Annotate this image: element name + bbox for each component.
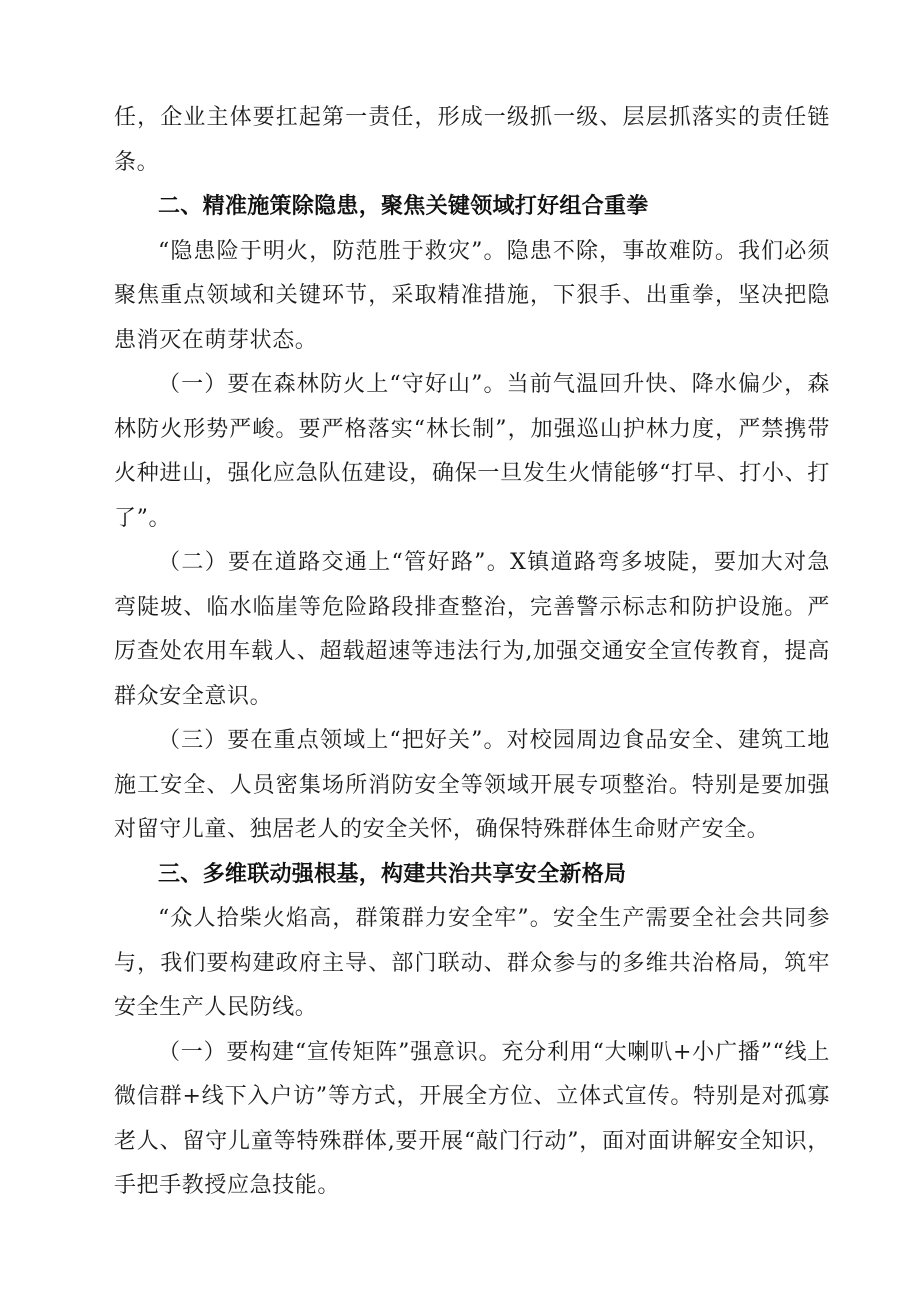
paragraph-hazard-intro: “隐患险于明火，防范胜于救灾”。隐患不除，事故难防。我们必须聚焦重点领域和关键环节，采取精准措施，下狠手、出重拳，坚决把隐患消灭在萌芽状态。: [114, 238, 830, 353]
section-heading-2: 二、精准施策除隐患，聚焦关键领域打好组合重拳: [158, 194, 649, 219]
section-heading-3: 三、多维联动强根基，构建共治共享安全新格局: [158, 861, 627, 887]
paragraph-continuation: 任，企业主体要扛起第一责任，形成一级抓一级、层层抓落实的责任链条。: [114, 105, 830, 175]
paragraph-cooperation-intro: “众人拾柴火焰高，群策群力安全牢”。安全生产需要全社会共同参与，我们要构建政府主导、部门联动、群众参与的多维共治格局，筑牢安全生产人民防线。: [114, 906, 830, 1020]
paragraph-forest-fire: （一）要在森林防火上“守好山”。当前气温回升快、降水偏少，森林防火形势严峻。要严格落实“林长制”，加强巡山护林力度，严禁携带火种进山，强化应急队伍建设，确保一旦发生火情能够“打早、打小、打了”。: [114, 372, 830, 531]
paragraph-road-traffic: （二）要在道路交通上“管好路”。X镇道路弯多坡陡，要加大对急弯陡坡、临水临崖等危险路段排查整治，完善警示标志和防护设施。严厉查处农用车载人、超载超速等违法行为,加强交通安全宣传教育，提高群众安全意识。: [114, 550, 830, 709]
paragraph-key-areas: （三）要在重点领域上“把好关”。对校园周边食品安全、建筑工地施工安全、人员密集场所消防安全等领域开展专项整治。特别是要加强对留守儿童、独居老人的安全关怀，确保特殊群体生命财产安全。: [114, 728, 830, 842]
paragraph-publicity-matrix: （一）要构建“宣传矩阵”强意识。充分利用“大喇叭+小广播”“线上微信群+线下入户访”等方式，开展全方位、立体式宣传。特别是对孤寡老人、留守儿童等特殊群体,要开展“敲门行动”，面对面讲解安全知识，手把手教授应急技能。: [114, 1039, 830, 1198]
document-body: [114, 96, 830, 1209]
